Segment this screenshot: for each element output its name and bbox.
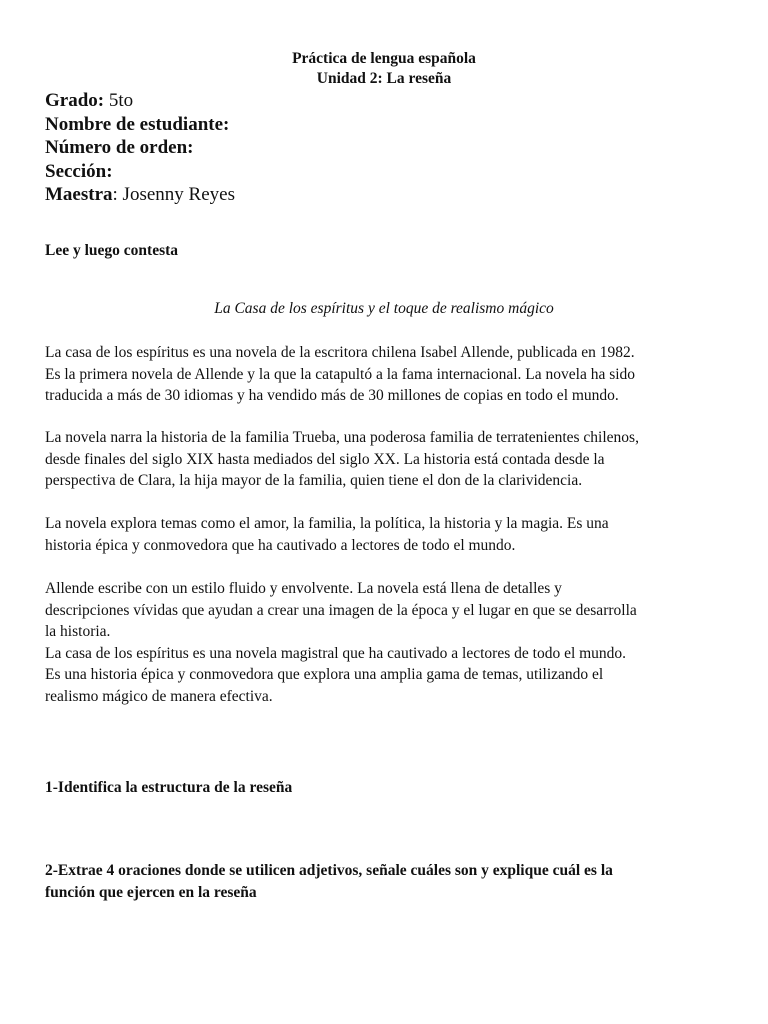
article-paragraph [45,513,735,556]
paragraph-line: Es la primera novela de Allende y la que la catapultó a la fama internacional. La novela ha sido [45,365,636,383]
paragraph-line: perspectiva de Clara, la hija mayor de la familia, quien tiene el don de la clarividencia. [45,472,583,489]
question-line: 1-Identifica la estructura de la reseña [45,779,293,796]
nombre-label: Nombre de estudiante: [45,113,230,135]
paragraph-line: descripciones vívidas que ayudan a crear una imagen de la época y el lugar en que se desarrolla [45,601,637,619]
question-1 [45,777,292,799]
seccion-label: Sección: [45,160,113,182]
maestra-value: : Josenny Reyes [112,184,235,206]
paragraph-line: La novela narra la historia de la familia Trueba, una poderosa familia de terratenientes chilenos, [45,429,639,446]
article-paragraph [45,578,735,707]
document-subtitle: Unidad 2: La reseña [316,70,452,87]
article-title: La Casa de los espíritus y el toque de realismo mágico [214,300,554,317]
maestra-row [45,183,235,207]
numero-row [45,136,235,160]
question-line: 2-Extrae 4 oraciones donde se utilicen adjetivos, señale cuáles son y explique cuál es la [45,862,613,879]
paragraph-line: traducida a más de 30 idiomas y ha vendido más de 30 millones de copias en todo el mundo. [45,387,619,404]
paragraph-line: desde finales del siglo XIX hasta mediados del siglo XX. La historia está contada desde la [45,450,605,468]
numero-label: Número de orden: [45,137,194,159]
document-header [0,49,768,89]
article-paragraph [45,342,735,407]
paragraph-line: Es una historia épica y conmovedora que explora una amplia gama de temas, utilizando el [45,666,604,683]
maestra-label: Maestra [45,184,113,206]
paragraph-line: La casa de los espíritus es una novela magistral que ha cautivado a lectores de todo el mundo. [45,644,627,662]
seccion-row [45,160,235,184]
student-info-block [45,89,235,207]
instruction-heading: Lee y luego contesta [45,242,179,259]
paragraph-line: La novela explora temas como el amor, la familia, la política, la historia y la magia. Es una [45,515,609,532]
article-paragraph [45,427,735,492]
paragraph-line: Allende escribe con un estilo fluido y envolvente. La novela está llena de detalles y [45,580,562,597]
nombre-row [45,113,235,137]
paragraph-line: la historia. [45,623,111,640]
grado-label: Grado: [45,90,105,111]
paragraph-line: realismo mágico de manera efectiva. [45,687,273,705]
paragraph-line: La casa de los espíritus es una novela de la escritora chilena Isabel Allende, publicada en 1982. [45,344,635,361]
question-2 [45,860,613,903]
grado-row [45,89,235,113]
document-title: Práctica de lengua española [292,50,476,67]
grado-value: 5to [108,90,134,111]
question-line: función que ejercen en la reseña [45,883,257,901]
paragraph-line: historia épica y conmovedora que ha cautivado a lectores de todo el mundo. [45,536,516,554]
